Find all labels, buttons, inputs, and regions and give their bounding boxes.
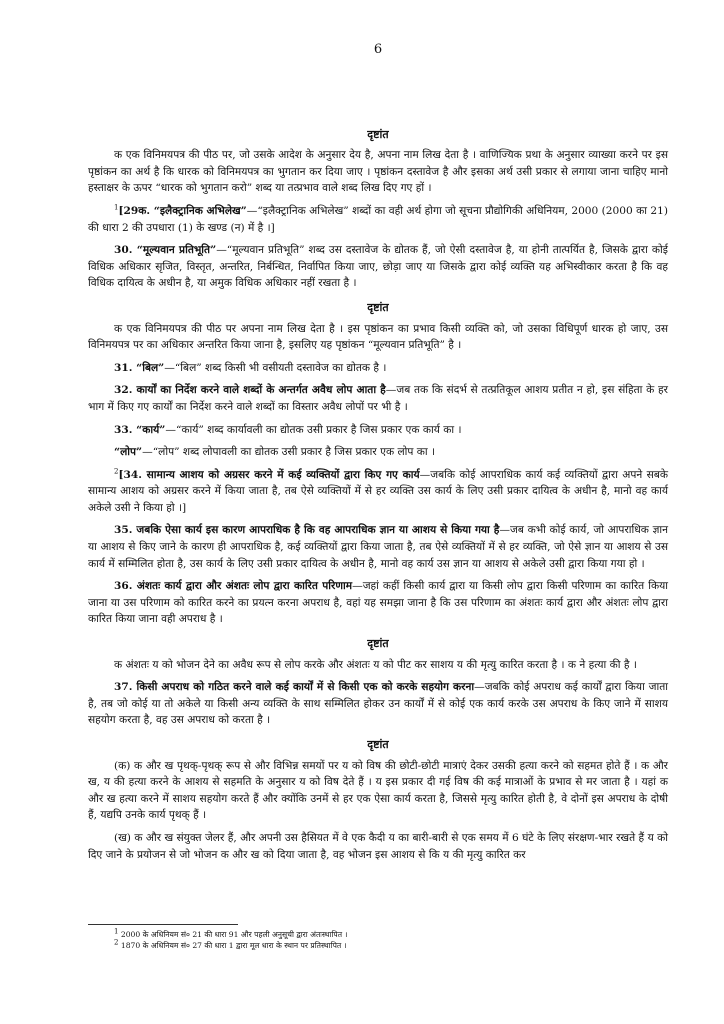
footnote-1: [88, 929, 668, 940]
section-37: [88, 679, 668, 729]
section-body: —“लोप” शब्द लोपावली का द्योतक उसी प्रकार है जिस प्रकार एक लोप का ।: [142, 446, 436, 459]
section-33-omission: [88, 444, 668, 461]
illustration-heading: दृष्टांत: [367, 738, 389, 751]
section-32: [88, 382, 668, 415]
footnote-text: 1870 के अधिनियम सं० 27 की धारा 1 द्वारा मूल धारा के स्थान पर प्रतिस्थापित ।: [120, 941, 347, 950]
footnote-divider: [88, 924, 238, 925]
footnotes: [88, 924, 668, 951]
section-35: [88, 522, 668, 572]
illustration-text: क एक विनिमयपत्र की पीठ पर, जो उसके आदेश के अनुसार देय है, अपना नाम लिख देता है । वाणिज्यिक प्रथा के अनुसार व्याख्या करने पर इस पृष्ठांकन का अर्थ है कि धारक को विनिमयपत्र का भुगतान कर दिया जाए । पृष्ठांकन दस्तावेज है और इसका अर्थ उसी प्रकार से लगाया जाना चाहिए मानो हस्ताक्षर के ऊपर “धारक को भुगतान करो” शब्द या तत्प्रभाव वाले शब्द लिख दिए गए हों ।: [88, 149, 668, 195]
illustration-heading: दृष्टांत: [367, 637, 389, 651]
footnote-ref: 2: [114, 467, 119, 476]
illustration-text: क अंशतः य को भोजन देने का अवैध रूप से लोप करके और अंशतः य को पीट कर साशय य की मृत्यु कारित करता है । क ने हत्या की है ।: [114, 658, 637, 671]
illustration-text-b: (ख) क और ख संयुक्त जेलर हैं, और अपनी उस हैसियत में वे एक कैदी य का बारी-बारी से एक समय में 6 घंटे के लिए संरक्षण-भार रखते हैं य को दिए जाने के प्रयोजन से जो भोजन क और ख को दिया जाता है, वह भोजन इस आशय से कि य की मृत्यु कारित कर: [88, 831, 668, 861]
section-29a: [88, 203, 668, 236]
section-body: —जहां कहीं किसी कार्य द्वारा या किसी लोप द्वारा किसी परिणाम का कारित किया जाना या उस परिणाम को कारित करने का प्रयत्न करना अपराध है, वहां यह समझा जाना है कि उस परिणाम का अंशतः कार्य द्वारा और अंशतः लोप द्वारा कारित किया जाना वही अपराध है ।: [88, 580, 668, 626]
section-body: —जब कभी कोई कार्य, जो आपराधिक ज्ञान या आशय से किए जाने के कारण ही आपराधिक है, कई व्यक्तियों द्वारा किया जाता है, तब ऐसे व्यक्तियों में से हर व्यक्ति, जो ऐसे ज्ञान या आशय से उस कार्य में सम्मिलित होता है, उस कार्य के लिए उसी प्रकार दायित्व के अधीन है, मानो वह कार्य उस ज्ञान या आशय से अकेले उसी द्वारा किया गया हो ।: [88, 524, 668, 570]
section-heading: 32. कार्यों का निर्देश करने वाले शब्दों के अन्तर्गत अवैध लोप आता है: [114, 384, 386, 397]
section-body: —“कार्य” शब्द कार्यावली का द्योतक उसी प्रकार है जिस प्रकार एक कार्य का ।: [165, 423, 462, 436]
illustration-text-a: (क) क और ख पृथक्-पृथक् रूप से और विभिन्न समयों पर य को विष की छोटी-छोटी मात्राएं देकर उसकी हत्या करने को सहमत होते हैं । क और ख, य की हत्या करने के आशय से सहमति के अनुसार य को विष देते हैं । य इस प्रकार दी गई विष की कई मात्राओं के प्रभाव से मर जाता है । यहां क और ख हत्या करने में साशय सहयोग करते हैं और क्योंकि उनमें से हर एक ऐसा कार्य करता है, जिससे मृत्यु कारित होती है, वे दोनों इस अपराध के दोषी हैं, यद्यपि उनके कार्य पृथक् हैं ।: [88, 759, 668, 822]
section-heading: 35. जबकि ऐसा कार्य इस कारण आपराधिक है कि वह आपराधिक ज्ञान या आशय से किया गया है: [114, 524, 500, 537]
section-body: —“बिल” शब्द किसी भी वसीयती दस्तावेज का द्योतक है ।: [164, 361, 387, 374]
section-31: [88, 360, 668, 377]
illustration-text: क एक विनिमयपत्र की पीठ पर अपना नाम लिख देता है । इस पृष्ठांकन का प्रभाव किसी व्यक्ति को, जो उसका विधिपूर्ण धारक हो जाए, उस विनिमयपत्र पर का अधिकार अन्तरित किया जाना है, इसलिए यह पृष्ठांकन “मूल्यवान प्रतिभूति” है ।: [88, 322, 668, 352]
section-heading: 37. किसी अपराध को गठित करने वाले कई कार्यों में से किसी एक को करके सहयोग करना: [114, 681, 475, 694]
section-heading: 31. “बिल”: [114, 361, 165, 374]
section-body: —जब तक कि संदर्भ से तत्प्रतिकूल आशय प्रतीत न हो, इस संहिता के हर भाग में किए गए कार्यों का निर्देश करने वाले शब्दों का विस्तार अवैध लोपों पर भी है ।: [88, 384, 668, 413]
section-heading: [29क. “इलैक्ट्रानिक अभिलेख”: [118, 204, 247, 217]
section-heading: 36. अंशतः कार्य द्वारा और अंशतः लोप द्वारा कारित परिणाम: [114, 580, 353, 593]
section-36: [88, 578, 668, 628]
illustration-heading: दृष्टांत: [367, 127, 389, 141]
section-heading: “लोप”: [114, 446, 143, 459]
page-number: 6: [373, 42, 383, 57]
section-body: —जबकि कोई आपराधिक कार्य कई व्यक्तियों द्वारा अपने सबके सामान्य आशय को अग्रसर करने में किया जाता है, तब ऐसे व्यक्तियों में से हर व्यक्ति उस कार्य के लिए उसी प्रकार दायित्व के अधीन है, मानो वह कार्य अकेले उसी ने किया हो ।]: [88, 468, 669, 514]
section-heading: [34. सामान्य आशय को अग्रसर करने में कई व्यक्तियों द्वारा किए गए कार्य: [118, 468, 420, 481]
footnote-text: 2000 के अधिनियम सं० 21 की धारा 91 और पहली अनुसूची द्वारा अंतःस्थापित ।: [120, 930, 348, 939]
section-body: —जबकि कोई अपराध कई कार्यों द्वारा किया जाता है, तब जो कोई या तो अकेले या किसी अन्य व्यक्ति के साथ सम्मिलित होकर उन कार्यों में से कोई एक कार्य करके उस अपराध के किए जाने में साशय सहयोग करता है, वह उस अपराध को करता है ।: [88, 681, 668, 727]
section-body: —“इलैक्ट्रानिक अभिलेख” शब्दों का वही अर्थ होगा जो सूचना प्रौद्योगिकी अधिनियम, 2000 (2000 का 21) की धारा 2 की उपधारा (1) के खण्ड (न) में है ।]: [88, 204, 668, 234]
section-30: [88, 242, 668, 292]
section-33: [88, 422, 668, 439]
footnote-mark: 2: [114, 938, 119, 947]
section-heading: 33. “कार्य”: [114, 423, 166, 436]
section-body: —“मूल्यवान प्रतिभूति” शब्द उस दस्तावेज के द्योतक हैं, जो ऐसी दस्तावेज है, या होनी तात्पर्यित है, जिसके द्वारा कोई विधिक अधिकार सृजित, विस्तृत, अन्तरित, निर्बन्धित, निर्वापित किया जाए, छोड़ा जाए या जिसके द्वारा कोई व्यक्ति यह अभिस्वीकार करता है कि वह विधिक दायित्व के अधीन है, या अमुक विधिक अधिकार नहीं रखता है ।: [88, 244, 668, 290]
section-34: [88, 467, 668, 517]
footnote-ref: 1: [114, 203, 119, 212]
section-heading: 30. “मूल्यवान प्रतिभूति”: [114, 244, 217, 257]
footnote-2: [88, 940, 668, 951]
illustration-heading: दृष्टांत: [367, 300, 389, 314]
footnote-mark: 1: [114, 927, 119, 936]
